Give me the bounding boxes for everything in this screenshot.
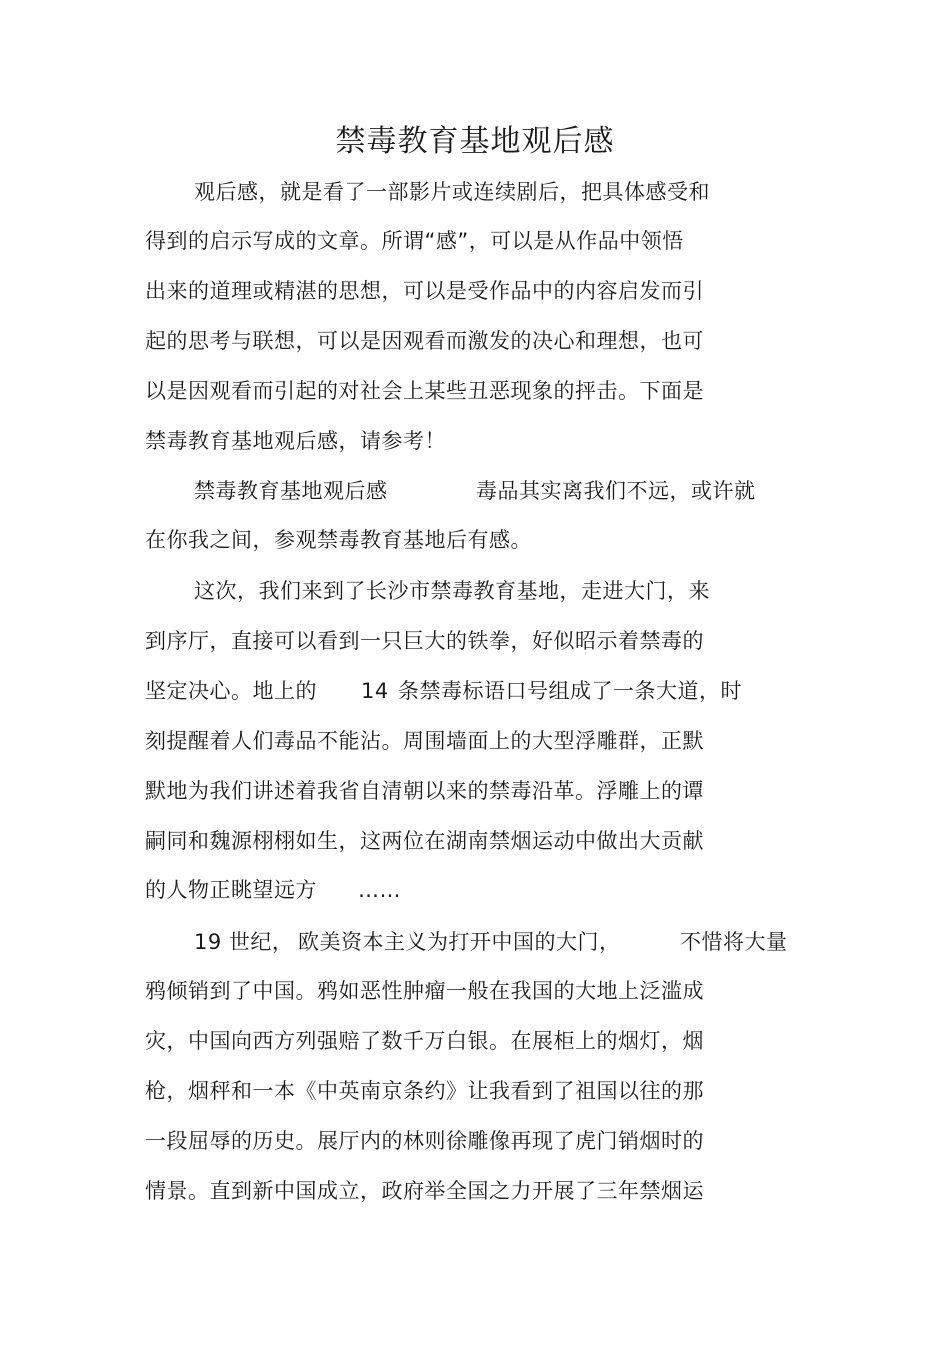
paragraph-line: 灾，中国向西方列强赔了数千万白银。在展柜上的烟灯，烟: [145, 1029, 704, 1053]
paragraph-line: 起的思考与联想，可以是因观看而激发的决心和理想，也可: [145, 329, 704, 353]
paragraph-line: 观后感，就是看了一部影片或连续剧后，把具体感受和: [194, 180, 710, 204]
paragraph-line: 19 世纪，: [194, 930, 294, 954]
paragraph-line: 不惜将大量: [680, 930, 788, 954]
paragraph-line: 一段屈辱的历史。展厅内的林则徐雕像再现了虎门销烟时的: [145, 1129, 704, 1153]
paragraph-line: 枪，烟秤和一本《中英南京条约》让我看到了祖国以往的那: [145, 1079, 704, 1103]
ellipsis-text: ……: [358, 878, 401, 902]
paragraph-line: 鸦倾销到了中国。鸦如恶性肿瘤一般在我国的大地上泛滥成: [145, 979, 704, 1003]
paragraph-line: 得到的启示写成的文章。所谓“感”，可以是从作品中领悟: [145, 229, 684, 253]
paragraph-line: 默地为我们讲述着我省自清朝以来的禁毒沿革。浮雕上的谭: [145, 779, 704, 803]
paragraph-line: 坚定决心。地上的: [145, 679, 317, 703]
paragraph-line: 欧美资本主义为打开中国的大门，: [298, 930, 621, 954]
paragraph-line: 到序厅，直接可以看到一只巨大的铁拳，好似昭示着禁毒的: [145, 629, 704, 653]
paragraph-line: 条禁毒标语口号组成了一条大道，时: [398, 679, 742, 703]
paragraph-line: 这次，我们来到了长沙市禁毒教育基地，走进大门，来: [194, 579, 710, 603]
paragraph-line: 刻提醒着人们毒品不能沾。周围墙面上的大型浮雕群，正默: [145, 729, 704, 753]
document-title: 禁毒教育基地观后感: [335, 124, 615, 159]
paragraph-line: 禁毒教育基地观后感，请参考！: [145, 429, 446, 453]
paragraph-line: 情景。直到新中国成立，政府举全国之力开展了三年禁烟运: [145, 1179, 704, 1203]
paragraph-line: 嗣同和魏源栩栩如生，这两位在湖南禁烟运动中做出大贡献: [145, 829, 704, 853]
paragraph-line: 以是因观看而引起的对社会上某些丑恶现象的抨击。下面是: [145, 379, 704, 403]
paragraph-line: 毒品其实离我们不远，或许就: [476, 479, 756, 503]
number-text: 14: [361, 679, 389, 703]
paragraph-line: 出来的道理或精湛的思想，可以是受作品中的内容启发而引: [145, 279, 704, 303]
section-heading: 禁毒教育基地观后感: [194, 479, 388, 503]
paragraph-line: 的人物正眺望远方: [145, 878, 317, 902]
paragraph-line: 在你我之间，参观禁毒教育基地后有感。: [145, 528, 532, 552]
